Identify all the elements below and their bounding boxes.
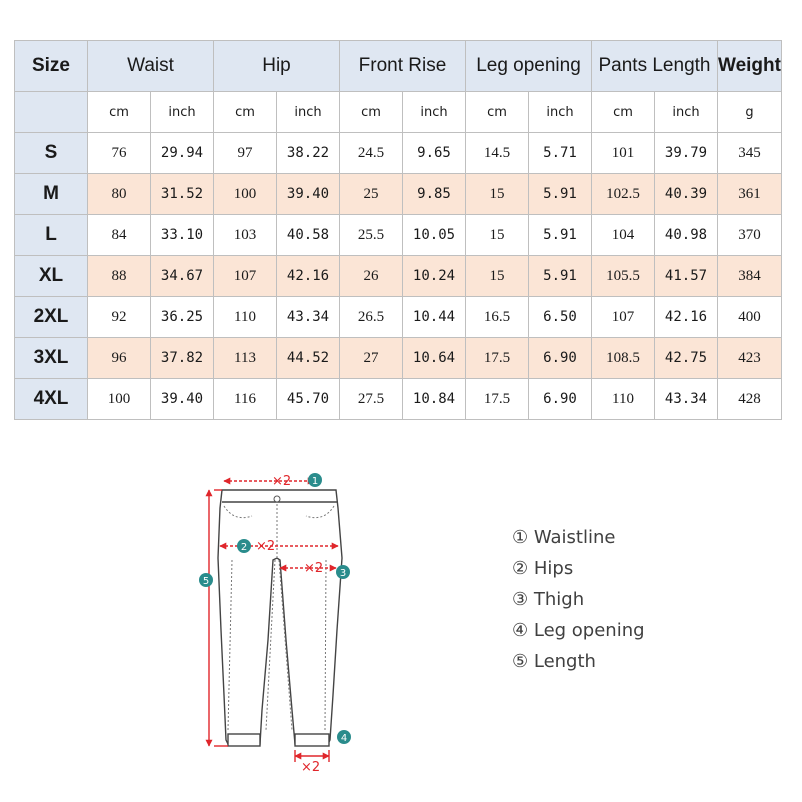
size-label: 2XL [15, 297, 88, 338]
table-cell: 15 [466, 174, 529, 215]
table-row [15, 133, 782, 174]
table-cell: 370 [718, 215, 782, 256]
legend-hips: ② Hips [512, 558, 574, 579]
table-cell: 6.50 [529, 297, 592, 338]
table-cell: 39.79 [655, 133, 718, 174]
table-cell: 103 [214, 215, 277, 256]
table-cell: 17.5 [466, 338, 529, 379]
table-cell: 92 [88, 297, 151, 338]
table-cell: 108.5 [592, 338, 655, 379]
table-cell: 100 [214, 174, 277, 215]
unit-cell: cm [340, 92, 403, 133]
table-cell: 101 [592, 133, 655, 174]
legend-thigh: ③ Thigh [512, 589, 585, 610]
unit-cell: cm [466, 92, 529, 133]
table-cell: 9.65 [403, 133, 466, 174]
table-cell: 100 [88, 379, 151, 420]
leg-opening-header: Leg opening [466, 41, 592, 92]
table-cell: 25 [340, 174, 403, 215]
table-cell: 15 [466, 256, 529, 297]
table-cell: 88 [88, 256, 151, 297]
pants-outline [218, 490, 342, 746]
table-cell: 33.10 [151, 215, 214, 256]
table-cell: 17.5 [466, 379, 529, 420]
button-icon [274, 496, 280, 502]
hip-header: Hip [214, 41, 340, 92]
table-row [15, 215, 782, 256]
table-cell: 14.5 [466, 133, 529, 174]
table-cell: 9.85 [403, 174, 466, 215]
unit-cell: g [718, 92, 782, 133]
table-cell: 42.16 [655, 297, 718, 338]
size-label: S [15, 133, 88, 174]
table-cell: 40.58 [277, 215, 340, 256]
table-row [15, 297, 782, 338]
table-cell: 40.39 [655, 174, 718, 215]
table-cell: 16.5 [466, 297, 529, 338]
table-cell: 10.64 [403, 338, 466, 379]
table-cell: 38.22 [277, 133, 340, 174]
table-cell: 5.71 [529, 133, 592, 174]
table-cell: 10.84 [403, 379, 466, 420]
svg-text:×2: ×2 [256, 539, 276, 554]
unit-cell: inch [655, 92, 718, 133]
table-cell: 43.34 [277, 297, 340, 338]
table-cell: 10.05 [403, 215, 466, 256]
table-cell: 27 [340, 338, 403, 379]
svg-text:2: 2 [240, 542, 248, 553]
table-cell: 27.5 [340, 379, 403, 420]
unit-cell: cm [214, 92, 277, 133]
table-cell: 105.5 [592, 256, 655, 297]
waist-header: Waist [88, 41, 214, 92]
table-cell: 39.40 [277, 174, 340, 215]
unit-cell: cm [88, 92, 151, 133]
unit-cell: inch [403, 92, 466, 133]
pants-length-header: Pants Length [592, 41, 718, 92]
svg-text:5: 5 [202, 576, 210, 587]
table-cell: 45.70 [277, 379, 340, 420]
marker-5-icon [199, 573, 213, 587]
table-cell: 110 [592, 379, 655, 420]
marker-3-icon [336, 565, 350, 579]
table-cell: 29.94 [151, 133, 214, 174]
measurement-legend [512, 524, 645, 679]
table-cell: 423 [718, 338, 782, 379]
table-cell: 116 [214, 379, 277, 420]
table-cell: 31.52 [151, 174, 214, 215]
table-cell: 37.82 [151, 338, 214, 379]
marker-1-icon [308, 473, 322, 487]
table-cell: 84 [88, 215, 151, 256]
table-cell: 39.40 [151, 379, 214, 420]
table-cell: 5.91 [529, 174, 592, 215]
size-label: XL [15, 256, 88, 297]
table-cell: 97 [214, 133, 277, 174]
marker-4-icon [337, 730, 351, 744]
table-cell: 6.90 [529, 379, 592, 420]
legend-length: ⑤ Length [512, 651, 596, 672]
size-label: M [15, 174, 88, 215]
table-cell: 15 [466, 215, 529, 256]
units-label-cell [15, 92, 88, 133]
size-header: Size [15, 41, 88, 92]
table-cell: 40.98 [655, 215, 718, 256]
table-cell: 5.91 [529, 215, 592, 256]
svg-text:4: 4 [340, 733, 348, 744]
size-label: 4XL [15, 379, 88, 420]
table-row [15, 379, 782, 420]
table-cell: 113 [214, 338, 277, 379]
table-cell: 428 [718, 379, 782, 420]
table-cell: 102.5 [592, 174, 655, 215]
size-label: L [15, 215, 88, 256]
svg-text:×2: ×2 [301, 760, 321, 775]
table-cell: 43.34 [655, 379, 718, 420]
table-cell: 41.57 [655, 256, 718, 297]
header-row [15, 41, 782, 92]
table-cell: 5.91 [529, 256, 592, 297]
svg-text:×2: ×2 [272, 474, 292, 489]
marker-2-icon [237, 539, 251, 553]
table-cell: 384 [718, 256, 782, 297]
pants-measurement-diagram [180, 460, 370, 780]
table-cell: 10.44 [403, 297, 466, 338]
svg-text:3: 3 [339, 568, 347, 579]
table-cell: 76 [88, 133, 151, 174]
svg-text:1: 1 [311, 476, 319, 487]
table-cell: 26.5 [340, 297, 403, 338]
table-cell: 400 [718, 297, 782, 338]
unit-cell: cm [592, 92, 655, 133]
table-cell: 24.5 [340, 133, 403, 174]
unit-cell: inch [529, 92, 592, 133]
table-cell: 42.16 [277, 256, 340, 297]
table-cell: 34.67 [151, 256, 214, 297]
table-cell: 104 [592, 215, 655, 256]
table-cell: 44.52 [277, 338, 340, 379]
svg-text:×2: ×2 [304, 561, 324, 576]
table-row [15, 256, 782, 297]
table-cell: 345 [718, 133, 782, 174]
units-row [15, 92, 782, 133]
legend-leg-opening: ④ Leg opening [512, 620, 645, 641]
unit-cell: inch [277, 92, 340, 133]
table-cell: 80 [88, 174, 151, 215]
weight-header: Weight [718, 41, 782, 92]
size-chart-table [14, 40, 782, 420]
table-cell: 96 [88, 338, 151, 379]
table-cell: 107 [214, 256, 277, 297]
table-row [15, 174, 782, 215]
table-cell: 107 [592, 297, 655, 338]
table-row [15, 338, 782, 379]
table-cell: 25.5 [340, 215, 403, 256]
front-rise-header: Front Rise [340, 41, 466, 92]
table-cell: 110 [214, 297, 277, 338]
table-cell: 42.75 [655, 338, 718, 379]
table-cell: 6.90 [529, 338, 592, 379]
unit-cell: inch [151, 92, 214, 133]
table-cell: 26 [340, 256, 403, 297]
table-cell: 10.24 [403, 256, 466, 297]
table-cell: 36.25 [151, 297, 214, 338]
table-cell: 361 [718, 174, 782, 215]
size-label: 3XL [15, 338, 88, 379]
legend-waistline: ① Waistline [512, 527, 616, 548]
